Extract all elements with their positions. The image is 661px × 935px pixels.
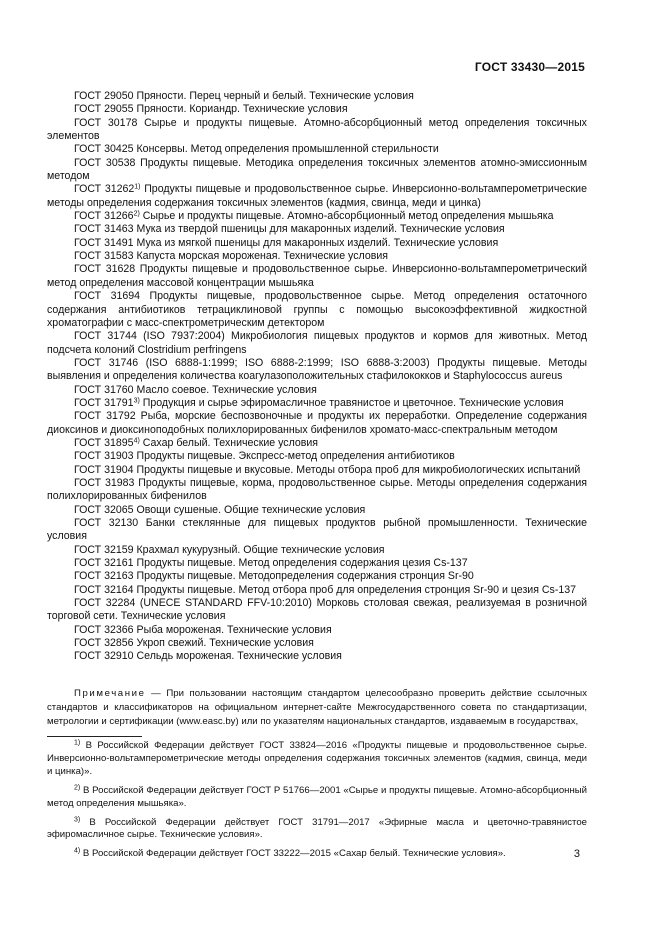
- footnotes-list: [47, 740, 587, 867]
- reference-code: ГОСТ 31628: [74, 263, 136, 276]
- reference-item: [47, 384, 587, 397]
- reference-code: ГОСТ 32856: [74, 637, 134, 650]
- page-number: 3: [573, 848, 580, 860]
- reference-title: Рыба, морские беспозвоночные и продукты их переработки. Определение содержания диоксинов и диоксиноподобных полихлорированных бифенилов хромато-масс-спектральным методом: [47, 410, 588, 436]
- reference-item: [47, 103, 587, 116]
- reference-item: [47, 584, 587, 597]
- reference-code: ГОСТ 31491: [74, 236, 134, 249]
- reference-title: Банки стеклянные для пищевых продуктов рыбной промышленности. Технические условия: [47, 517, 587, 543]
- note-paragraph: [47, 687, 587, 728]
- reference-title: Крахмал кукурузный. Общие технические условия: [136, 543, 385, 556]
- reference-title: Продукты пищевые, корма, продовольственное сырье. Методы определения содержания полихлорированных бифенилов: [47, 476, 587, 503]
- reference-code: ГОСТ 32164: [74, 583, 134, 596]
- reference-title: Сырье и продукты пищевые. Атомно-абсорбционный метод определения мышьяка: [142, 210, 554, 223]
- footnote-text: В Российской Федерации действует ГОСТ 33222—2015 «Сахар белый. Технические условия».: [82, 848, 506, 860]
- reference-item: [47, 290, 587, 330]
- reference-title: Продукты пищевые и продовольственное сырье. Инверсионно-вольтамперометрический метод определения массовой концентрации мышьяка: [47, 263, 587, 289]
- reference-title: Сырье и продукты пищевые. Атомно-абсорбционный метод определения токсичных элементов: [47, 116, 587, 143]
- reference-item: [47, 570, 587, 583]
- reference-code: ГОСТ 31791: [74, 396, 134, 409]
- reference-item: [47, 450, 587, 463]
- reference-item: [47, 210, 587, 223]
- reference-title: (ISO 6888-1:1999; ISO 6888-2:1999; ISO 6888-3:2003) Продукты пищевые. Методы выявления и определения количества коагулазоположительных стафилококков и Staphylococcus aureus: [47, 356, 587, 383]
- reference-item: [47, 250, 587, 263]
- reference-title: Сельдь мороженая. Технические условия: [136, 650, 342, 663]
- reference-title: Продукты пищевые. Методопределения содержания стронция Sr-90: [136, 570, 474, 583]
- reference-item: [47, 437, 587, 450]
- note-dash: —: [151, 688, 161, 699]
- footnote-item: [47, 848, 587, 861]
- footnote-item: [47, 785, 587, 811]
- reference-code: ГОСТ 31746: [74, 356, 139, 369]
- footnote-mark: 1): [74, 739, 81, 747]
- reference-code: ГОСТ 32910: [74, 650, 134, 663]
- reference-item: [47, 157, 587, 184]
- footnote-mark: 4): [74, 847, 81, 855]
- reference-item: [47, 637, 587, 650]
- reference-code: ГОСТ 32161: [74, 557, 134, 570]
- reference-item: [47, 517, 587, 544]
- reference-code: ГОСТ 31262: [74, 183, 135, 196]
- reference-item: [47, 397, 587, 410]
- reference-item: [47, 223, 587, 236]
- reference-code: ГОСТ 30538: [74, 156, 136, 169]
- note-block: [47, 687, 587, 728]
- reference-code: ГОСТ 32159: [74, 543, 134, 556]
- reference-code: ГОСТ 31694: [74, 290, 141, 303]
- footnote-text: В Российской Федерации действует ГОСТ Р 51766—2001 «Сырье и продукты пищевые. Атомно-абсорбционный метод определения мышьяка».: [47, 784, 588, 809]
- reference-code: ГОСТ 31895: [74, 436, 134, 449]
- reference-item: [47, 544, 587, 557]
- reference-title: Продукты пищевые. Метод определения содержания цезия Cs-137: [136, 557, 468, 570]
- footnote-item: [47, 740, 587, 779]
- footnote-marker: 1): [134, 183, 141, 191]
- reference-title: Рыба мороженая. Технические условия: [136, 623, 332, 636]
- reference-item: [47, 504, 587, 517]
- reference-title: Продукты пищевые и вкусовые. Методы отбора проб для микробиологических испытаний: [136, 463, 581, 476]
- footnote-item: [47, 817, 587, 843]
- footnote-text: В Российской Федерации действует ГОСТ 33824—2016 «Продукты пищевые и продовольственное сырье. Инверсионно-вольтамперометрические методы определения содержания токсичных элементов (кадмия, свинца, меди и цинка)».: [47, 740, 587, 777]
- reference-code: ГОСТ 32366: [74, 623, 134, 636]
- note-label: Примечание: [74, 688, 146, 699]
- reference-item: [47, 597, 587, 624]
- reference-item: [47, 117, 587, 144]
- reference-item: [47, 477, 587, 504]
- reference-title: Продукция и сырье эфиромасличное травянистое и цветочное. Технические условия: [142, 396, 564, 409]
- reference-title: Пряности. Кориандр. Технические условия: [136, 103, 348, 116]
- footnote-text: В Российской Федерации действует ГОСТ 31791—2017 «Эфирные масла и цветочно-травянистое эфиромасличное сырье. Технические условия».: [47, 816, 588, 841]
- reference-title: Продукты пищевые. Метод отбора проб для определения стронция Sr-90 и цезия Cs-137: [136, 583, 577, 596]
- reference-title: (ISO 7937:2004) Микробиология пищевых продуктов и кормов для животных. Метод подсчета колоний Clostridium perfringens: [47, 330, 587, 356]
- reference-title: Пряности. Перец черный и белый. Технические условия: [136, 90, 414, 102]
- footnote-marker: 4): [133, 437, 140, 445]
- reference-title: (UNECE STANDARD FFV-10:2010) Морковь столовая свежая, реализуемая в розничной торговой сети. Технические условия: [47, 597, 588, 623]
- reference-item: [47, 263, 587, 290]
- reference-code: ГОСТ 31463: [74, 223, 134, 236]
- reference-code: ГОСТ 31583: [74, 250, 134, 263]
- footnote-marker: 2): [133, 210, 140, 218]
- reference-code: ГОСТ 32065: [74, 503, 134, 516]
- reference-item: [47, 357, 587, 384]
- reference-title: Консервы. Метод определения промышленной стерильности: [136, 143, 439, 156]
- reference-code: ГОСТ 32163: [74, 570, 134, 583]
- reference-code: ГОСТ 30425: [74, 143, 134, 156]
- reference-title: Масло соевое. Технические условия: [136, 383, 317, 396]
- reference-title: Овощи сушеные. Общие технические условия: [136, 503, 366, 516]
- reference-title: Капуста морская мороженая. Технические условия: [136, 250, 388, 263]
- reference-item: [47, 183, 587, 210]
- reference-code: ГОСТ 31744: [74, 330, 137, 343]
- reference-item: [47, 624, 587, 637]
- reference-code: ГОСТ 31983: [74, 476, 135, 489]
- reference-item: [47, 410, 587, 437]
- reference-code: ГОСТ 32284: [74, 597, 136, 610]
- reference-item: [47, 143, 587, 156]
- reference-code: ГОСТ 31760: [74, 383, 134, 396]
- reference-title: Укроп свежий. Технические условия: [136, 637, 314, 650]
- note-text: При пользовании настоящим стандартом целесообразно проверить действие ссылочных стандартов и классификаторов на официальном интернет-сайте Межгосударственного совета по стандартизации, метрологии и сертификации (www.easc.by) или по указателям национальных стандартов, издаваемым в государствах,: [47, 688, 587, 727]
- reference-title: Продукты пищевые. Экспресс-метод определения антибиотиков: [136, 450, 455, 463]
- reference-title: Продукты пищевые, продовольственное сырье. Метод определения остаточного содержания антибиотиков тетрациклиновой группы с помощью высокоэффективной жидкостной хроматографии с масс-спектрометрическим детектором: [47, 290, 587, 329]
- reference-item: [47, 330, 587, 357]
- reference-code: ГОСТ 31903: [74, 450, 134, 463]
- reference-title: Мука из мягкой пшеницы для макаронных изделий. Технические условия: [136, 236, 499, 249]
- document-header-id: ГОСТ 33430—2015: [474, 60, 585, 74]
- reference-code: ГОСТ 29050: [74, 90, 134, 102]
- reference-item: [47, 650, 587, 663]
- reference-title: Мука из твердой пшеницы для макаронных изделий. Технические условия: [136, 223, 505, 236]
- footnote-mark: 2): [74, 784, 81, 792]
- reference-code: ГОСТ 31792: [74, 410, 136, 423]
- reference-item: [47, 464, 587, 477]
- footnote-divider: [47, 736, 142, 737]
- reference-code: ГОСТ 29055: [74, 103, 134, 116]
- reference-code: ГОСТ 31266: [74, 210, 134, 223]
- normative-references-list: [47, 90, 587, 664]
- reference-item: [47, 90, 587, 103]
- reference-title: Продукты пищевые. Методика определения токсичных элементов атомно-эмиссионным методом: [47, 156, 587, 183]
- reference-code: ГОСТ 30178: [74, 116, 138, 129]
- reference-item: [47, 557, 587, 570]
- footnote-mark: 3): [74, 816, 81, 824]
- footnote-marker: 3): [133, 397, 140, 405]
- reference-code: ГОСТ 32130: [74, 517, 139, 529]
- reference-item: [47, 237, 587, 250]
- reference-title: Продукты пищевые и продовольственное сырье. Инверсионно-вольтамперометрические методы определения содержания токсичных элементов (кадмия, свинца, меди и цинка): [47, 183, 587, 209]
- reference-title: Сахар белый. Технические условия: [142, 436, 319, 449]
- reference-code: ГОСТ 31904: [74, 463, 134, 476]
